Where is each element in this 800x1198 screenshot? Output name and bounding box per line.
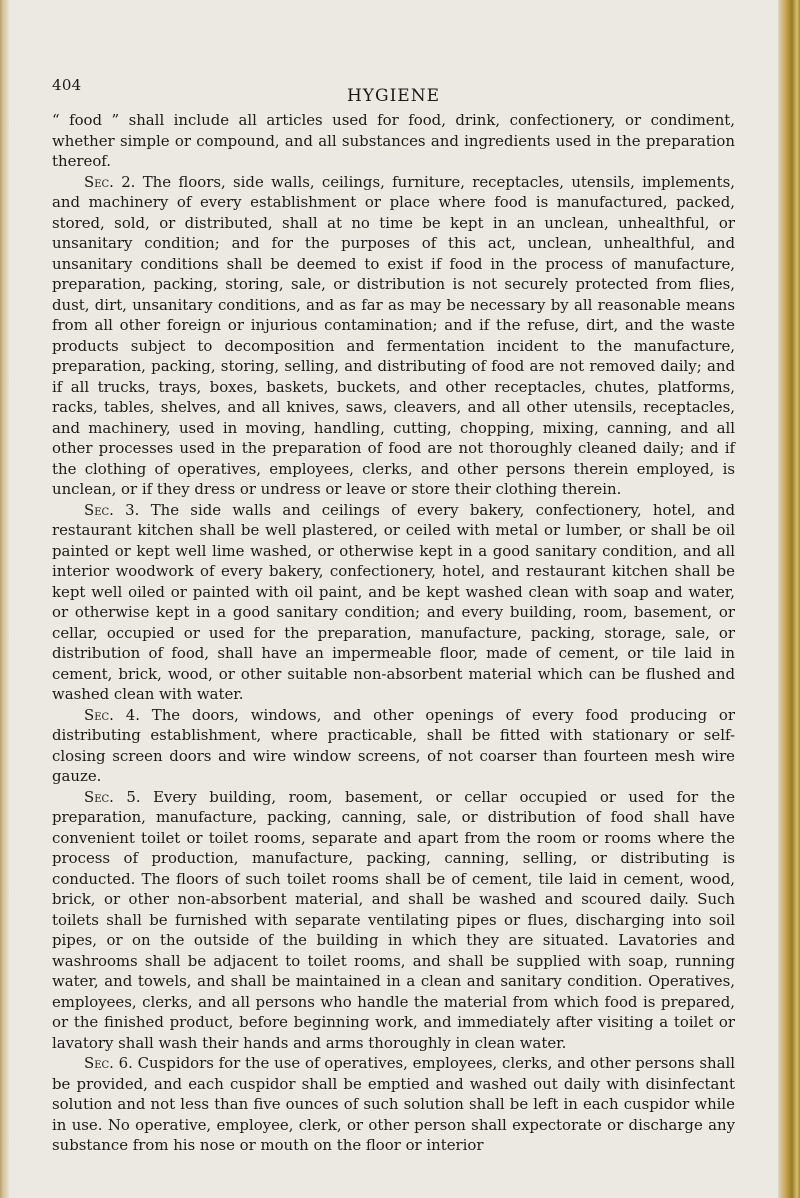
- section-4: [52, 705, 735, 787]
- page-header: [52, 76, 735, 110]
- section-label: Sec. 4.: [84, 705, 140, 724]
- body-text: [52, 110, 735, 1156]
- page-left-edge: [0, 0, 9, 1198]
- page-number: 404: [52, 76, 82, 94]
- paragraph-text: Cuspidors for the use of operatives, employees, clerks, and other persons shall be provided, and each cuspidor shall be emptied and washed out daily with disinfectant solution and not less than five ounces of such solution shall be left in each cuspidor while in use. No operative, employee, clerk, or other person shall expectorate or discharge any substance from his nose or mouth on the floor or interior: [52, 1054, 735, 1154]
- running-head: HYGIENE: [346, 86, 441, 106]
- section-label: Sec. 6.: [84, 1054, 133, 1072]
- section-label: Sec. 2.: [84, 172, 136, 191]
- section-3: [52, 500, 735, 705]
- book-page: [52, 76, 735, 1156]
- paragraph-text: Every building, room, basement, or cellar occupied or used for the preparation, manufacture, packing, canning, sale, or distribution of food shall have convenient toilet or toilet rooms, separate and apart from the room or rooms where the process of production, manufacture, packing, canning, selling, or distributing is conducted. The floors of such toilet rooms shall be of cement, tile laid in cement, wood, brick, or other non-absorbent material, and shall be washed and scoured daily. Such toilets shall be furnished with separate ventilating pipes or flues, discharging into soil pipes, or on the outside of the building in which they are situated. Lavatories and washrooms shall be adjacent to toilet rooms, and shall be supplied with soap, running water, and towels, and shall be maintained in a clean and sanitary condition. Operatives, employees, clerks, and all persons who handle the material from which food is prepared, or the finished product, before beginning work, and immediately after visiting a toilet or lavatory shall wash their hands and arms thoroughly in clean water.: [52, 787, 736, 1052]
- section-label: Sec. 3.: [84, 500, 140, 519]
- book-spine-edge: [778, 0, 800, 1198]
- paragraph-text: The floors, side walls, ceilings, furniture, receptacles, utensils, implements, and machinery of every establishment or place where food is manufactured, packed, stored, sold, or distributed, shall at no time be kept in an unclean, unhealthful, or unsanitary condition; and for the purposes of this act, unclean, unhealthful, and unsanitary conditions shall be deemed to exist if food in the process of manufacture, preparation, packing, storing, sale, or distribution is not securely protected from flies, dust, dirt, unsanitary conditions, and as far as may be necessary by all reasonable means from all other foreign or injurious contamination; and if the refuse, dirt, and the waste products subject to decomposition and fermentation incident to the manufacture, preparation, packing, storing, selling, and distributing of food are not removed daily; and if all trucks, trays, boxes, baskets, buckets, and other receptacles, chutes, platforms, racks, tables, shelves, and all knives, saws, cleavers, and all other utensils, receptacles, and machinery, used in moving, handling, cutting, chopping, mixing, canning, and all other processes used in the preparation of food are not thoroughly cleaned daily; and if the clothing of operatives, employees, clerks, and other persons therein employed, is unclean, or if they dress or undress or leave or store their clothing therein.: [52, 172, 736, 498]
- paragraph-text: The doors, windows, and other openings of every food producing or distributing establishment, where practicable, shall be fitted with stationary or self-closing screen doors and wire window screens, of not coarser than fourteen mesh wire gauze.: [52, 705, 736, 785]
- section-5: [52, 787, 735, 1054]
- section-2: [52, 172, 735, 500]
- paragraph-continuation: [52, 110, 735, 172]
- section-label: Sec. 5.: [84, 787, 141, 806]
- paragraph-text: “ food ” shall include all articles used for food, drink, confectionery, or condiment, whether simple or compound, and all substances and ingredients used in the preparation thereof.: [52, 111, 735, 170]
- paragraph-text: The side walls and ceilings of every bakery, confectionery, hotel, and restaurant kitchen shall be well plastered, or ceiled with metal or lumber, or shall be oil painted or kept well lime washed, or otherwise kept in a good sanitary condition, and all interior woodwork of every bakery, confectionery, hotel, and restaurant kitchen shall be kept well oiled or painted with oil paint, and be kept washed clean with soap and water, or otherwise kept in a good sanitary condition; and every building, room, basement, or cellar, occupied or used for the preparation, manufacture, packing, storage, sale, or distribution of food, shall have an impermeable floor, made of cement, or tile laid in cement, brick, wood, or other suitable non-absorbent material which can be flushed and washed clean with water.: [52, 500, 736, 703]
- section-6: [52, 1053, 735, 1156]
